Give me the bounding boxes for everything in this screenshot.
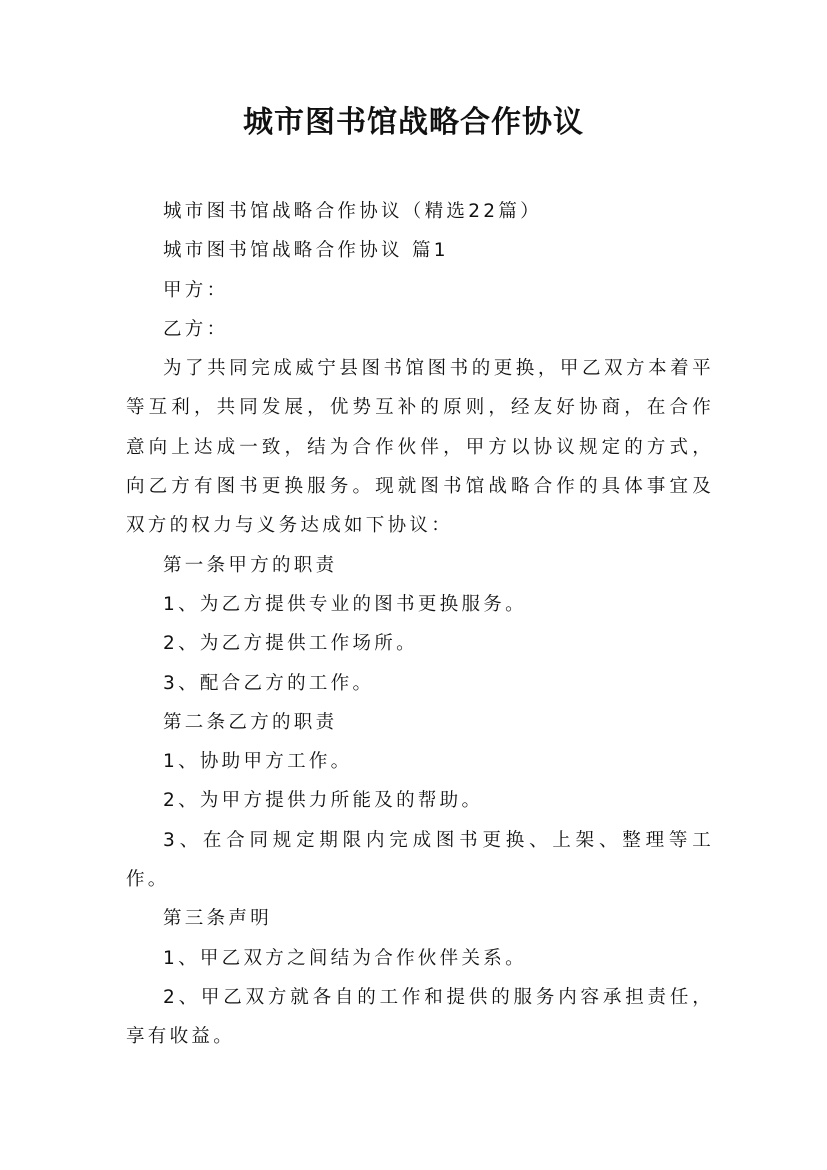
paragraph-article-1-item-2: 2、为乙方提供工作场所。 <box>163 633 418 655</box>
paragraph-article-2-item-3: 3、在合同规定期限内完成图书更换、上架、整理等工作。 <box>126 829 714 891</box>
paragraph-article-2-item-1: 1、协助甲方工作。 <box>163 751 353 773</box>
paragraph-article-3-item-1: 1、甲乙双方之间结为合作伙伴关系。 <box>163 947 527 969</box>
paragraph-article-1-heading: 第一条甲方的职责 <box>163 554 338 576</box>
paragraph-article-3-heading: 第三条声明 <box>163 908 273 930</box>
document-title: 城市图书馆战略合作协议 <box>243 105 584 140</box>
document-body <box>126 192 714 1057</box>
paragraph-article-1-item-3: 3、配合乙方的工作。 <box>163 672 375 694</box>
paragraph-article-2-heading: 第二条乙方的职责 <box>163 711 338 733</box>
paragraph-section-heading: 城市图书馆战略合作协议 篇1 <box>163 240 449 262</box>
paragraph-party-a: 甲方： <box>163 279 229 301</box>
paragraph-article-1-item-1: 1、为乙方提供专业的图书更换服务。 <box>163 593 527 615</box>
paragraph-subtitle: 城市图书馆战略合作协议（精选22篇） <box>163 201 542 222</box>
paragraph-party-b: 乙方： <box>163 318 229 340</box>
paragraph-preamble: 为了共同完成威宁县图书馆图书的更换，甲乙双方本着平等互利，共同发展，优势互补的原则，经友好协商，在合作意向上达成一致，结为合作伙伴，甲方以协议规定的方式，向乙方有图书更换服务。现就图书馆战略合作的具体事宜及双方的权力与义务达成如下协议： <box>126 358 714 537</box>
paragraph-article-2-item-2: 2、为甲方提供力所能及的帮助。 <box>163 790 484 812</box>
paragraph-article-3-item-2: 2、甲乙双方就各自的工作和提供的服务内容承担责任，享有收益。 <box>126 986 714 1048</box>
